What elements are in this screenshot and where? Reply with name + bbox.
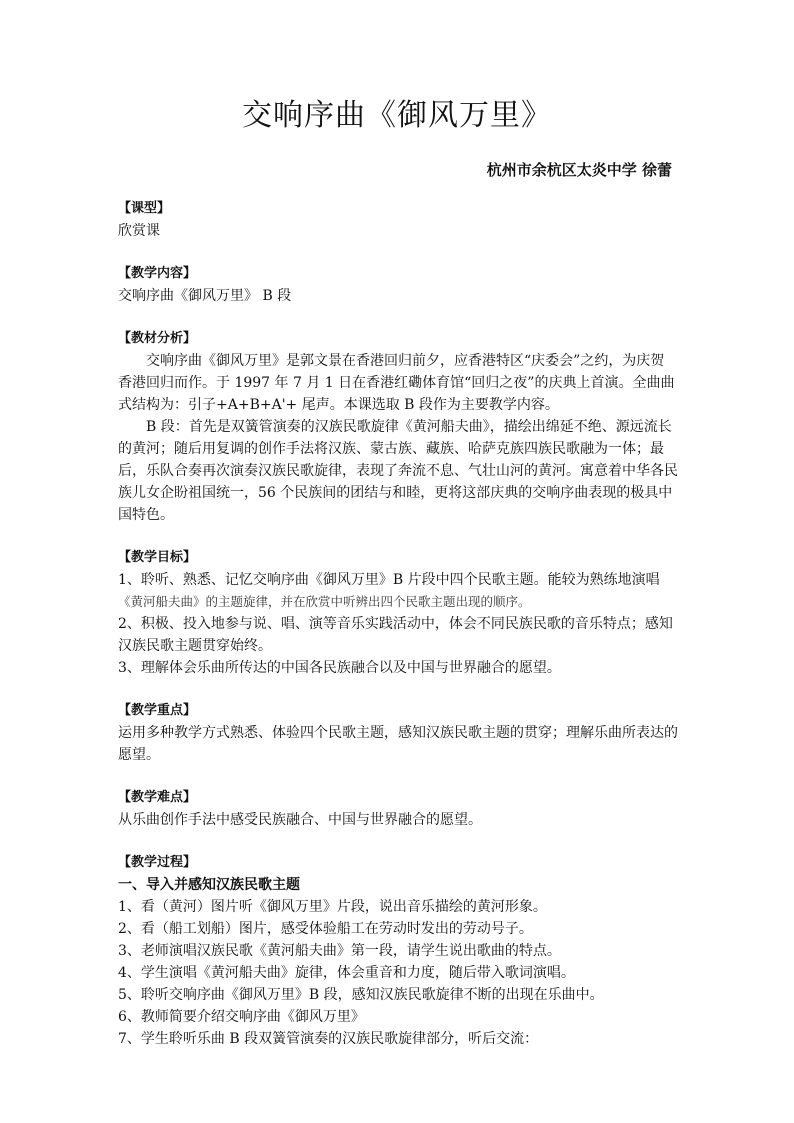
section-heading-process: 【教学过程】 [118, 855, 197, 870]
page-title: 交响序曲《御风万里》 [242, 98, 552, 133]
section-heading-goals: 【教学目标】 [118, 550, 197, 565]
section-heading-difficulty: 【教学难点】 [118, 790, 197, 805]
section-heading-analysis: 【教材分析】 [118, 331, 197, 346]
document-body [118, 198, 678, 1050]
goal-1: 1、聆听、熟悉、记忆交响序曲《御风万里》B 片段中四个民歌主题。能较为熟练地演唱 [118, 572, 660, 588]
section-text-difficulty: 从乐曲创作手法中感受民族融合、中国与世界融合的愿望。 [118, 812, 482, 828]
process-step: 6、教师简要介绍交响序曲《御风万里》 [118, 1009, 365, 1025]
section-text-focus: 运用多种教学方式熟悉、体验四个民歌主题，感知汉族民歌主题的贯穿；理解乐曲所表达的愿望。 [118, 725, 678, 763]
author-line: 杭州市余杭区太炎中学 徐蕾 [486, 161, 672, 179]
process-step: 7、学生聆听乐曲 B 段双簧管演奏的汉族民歌旋律部分，听后交流： [118, 1031, 539, 1047]
section-heading-type: 【课型】 [118, 201, 171, 216]
process-step: 1、看（黄河）图片听《御风万里》片段，说出音乐描绘的黄河形象。 [118, 899, 547, 915]
section-text-content: 交响序曲《御风万里》 B 段 [118, 288, 292, 304]
goal-1-continued: 《黄河船夫曲》的主题旋律，并在欣赏中听辨出四个民歌主题出现的顺序。 [118, 594, 531, 609]
process-subheading-1: 一、导入并感知汉族民歌主题 [118, 877, 300, 893]
analysis-paragraph-1: 交响序曲《御风万里》是郭文景在香港回归前夕，应香港特区“庆委会”之约，为庆贺香港回归而作。于 1997 年 7 月 1 日在香港红磡体育馆“回归之夜”的庆典上首演。全曲曲式结构为：引子+A+B+A'+ 尾声。本课选取 B 段作为主要教学内容。 [118, 353, 675, 413]
goal-3: 3、理解体会乐曲所传达的中国各民族融合以及中国与世界融合的愿望。 [118, 660, 561, 676]
section-text-type: 欣赏课 [118, 223, 160, 239]
section-heading-focus: 【教学重点】 [118, 703, 197, 718]
process-step: 5、聆听交响序曲《御风万里》B 段，感知汉族民歌旋律不断的出现在乐曲中。 [118, 987, 604, 1003]
process-step: 4、学生演唱《黄河船夫曲》旋律，体会重音和力度，随后带入歌词演唱。 [118, 965, 575, 981]
goal-2: 2、积极、投入地参与说、唱、演等音乐实践活动中，体会不同民族民歌的音乐特点；感知汉族民歌主题贯穿始终。 [118, 616, 673, 654]
analysis-paragraph-2: B 段：首先是双簧管演奏的汉族民歌旋律《黄河船夫曲》，描绘出绵延不绝、源远流长的黄河；随后用复调的创作手法将汉族、蒙古族、藏族、哈萨克族四族民歌融为一体；最后，乐队合奏再次演奏汉族民歌旋律，表现了奔流不息、气壮山河的黄河。寓意着中华各民族儿女企盼祖国统一，56 个民族间的团结与和睦，更将这部庆典的交响序曲表现的极具中国特色。 [118, 419, 678, 523]
process-step: 2、看（船工划船）图片，感受体验船工在劳动时发出的劳动号子。 [118, 921, 533, 937]
section-heading-content: 【教学内容】 [118, 266, 197, 281]
process-step: 3、老师演唱汉族民歌《黄河船夫曲》第一段，请学生说出歌曲的特点。 [118, 943, 561, 959]
